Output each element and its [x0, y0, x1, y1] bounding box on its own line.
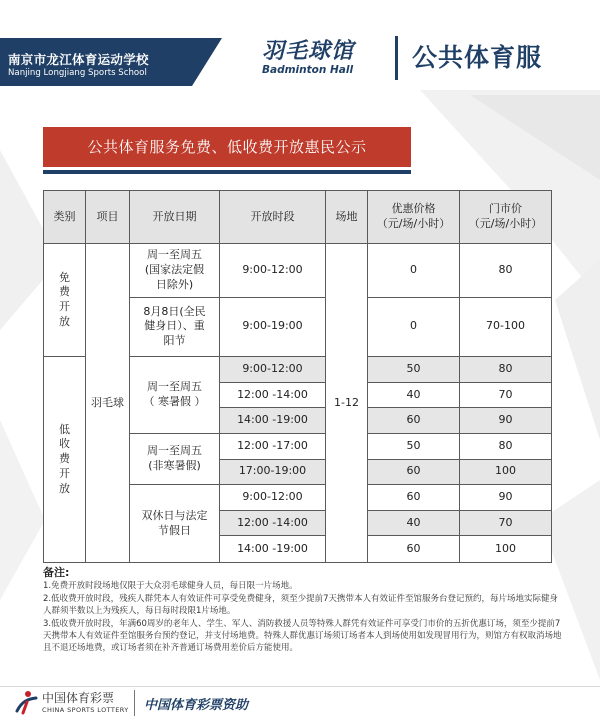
discount-cell: 50 [368, 433, 460, 459]
discount-cell: 60 [368, 408, 460, 434]
header-divider [395, 36, 398, 80]
table-header-row [44, 191, 552, 244]
notes-section [43, 567, 563, 655]
public-sports-title: 公共体育服 [412, 43, 543, 72]
time-cell: 14:00 -19:00 [220, 408, 326, 434]
discount-cell: 40 [368, 382, 460, 408]
school-name-zh: 南京市龙江体育运动学校 [8, 52, 149, 67]
date-weekday-regular: 周一至周五 (国家法定假 日除外) [130, 244, 220, 297]
lottery-name-en: CHINA SPORTS LOTTERY [42, 706, 129, 714]
regular-cell: 70-100 [460, 297, 552, 357]
header-regular: 门市价 （元/场/小时） [460, 191, 552, 244]
date-fitness-day: 8月8日(全民 健身日）、重 阳节 [130, 297, 220, 357]
sponsor-text: 中国体育彩票资助 [144, 698, 249, 713]
time-cell: 14:00 -19:00 [220, 536, 326, 563]
category-free: 免 费 开 放 [44, 244, 86, 357]
table-row [44, 244, 552, 297]
header-date: 开放日期 [130, 191, 220, 244]
date-weekday-vacation: 周一至周五 （ 寒暑假 ） [130, 357, 220, 434]
time-cell: 12:00 -17:00 [220, 433, 326, 459]
court-range: 1-12 [326, 244, 368, 563]
date-weekday-nonvacation: 周一至周五 (非寒暑假) [130, 433, 220, 484]
regular-cell: 70 [460, 510, 552, 536]
footer-rule [0, 686, 600, 687]
category-low-fee: 低 收 费 开 放 [44, 357, 86, 563]
discount-cell: 60 [368, 485, 460, 511]
header-time: 开放时段 [220, 191, 326, 244]
discount-cell: 60 [368, 459, 460, 485]
header-discount: 优惠价格 （元/场/小时） [368, 191, 460, 244]
discount-cell: 0 [368, 297, 460, 357]
banner-underline [43, 170, 411, 174]
notes-title: 备注: [43, 566, 70, 579]
regular-cell: 100 [460, 536, 552, 563]
footer-divider [134, 690, 135, 716]
pricing-table [43, 190, 552, 563]
time-cell: 9:00-12:00 [220, 357, 326, 383]
time-cell: 17:00-19:00 [220, 459, 326, 485]
header-court: 场地 [326, 191, 368, 244]
regular-cell: 80 [460, 433, 552, 459]
item-badminton: 羽毛球 [86, 244, 130, 563]
discount-cell: 60 [368, 536, 460, 563]
time-cell: 9:00-12:00 [220, 244, 326, 297]
note-item: 3.低收费开放时段，年满60周岁的老年人、学生、军人、消防救援人员等特殊人群凭有效证件可享受门市价的五折优惠订场，须至少提前7天携带本人有效证件至馆服务台预约登记，并支付场地费。特殊人群优惠订场须订场者本人到场使用如发现冒用行为，则馆方有权取消场地且不退还场地费，或订场者须在补齐普通订场费用差价后方能使用。 [43, 618, 562, 654]
regular-cell: 90 [460, 485, 552, 511]
regular-cell: 80 [460, 357, 552, 383]
lottery-logo-icon [14, 689, 38, 715]
discount-cell: 40 [368, 510, 460, 536]
hall-title-en: Badminton Hall [262, 64, 354, 76]
note-item: 2.低收费开放时段，残疾人群凭本人有效证件可享受免费健身，须至少提前7天携带本人有效证件至馆服务台登记预约，每片场地实际健身人群须半数以上为残疾人，每日每时段限1片场地。 [43, 593, 559, 617]
time-cell: 9:00-19:00 [220, 297, 326, 357]
regular-cell: 100 [460, 459, 552, 485]
lottery-name-zh: 中国体育彩票 [42, 691, 115, 705]
regular-cell: 90 [460, 408, 552, 434]
time-cell: 12:00 -14:00 [220, 510, 326, 536]
school-name-en: Nanjing Longjiang Sports School [8, 68, 147, 78]
time-cell: 9:00-12:00 [220, 485, 326, 511]
notice-banner: 公共体育服务免费、低收费开放惠民公示 [43, 127, 411, 167]
hall-title-zh: 羽毛球馆 [262, 39, 355, 64]
regular-cell: 80 [460, 244, 552, 297]
header-item: 项目 [86, 191, 130, 244]
date-weekend-holiday: 双休日与法定 节假日 [130, 485, 220, 563]
discount-cell: 0 [368, 244, 460, 297]
header-category: 类别 [44, 191, 86, 244]
regular-cell: 70 [460, 382, 552, 408]
discount-cell: 50 [368, 357, 460, 383]
time-cell: 12:00 -14:00 [220, 382, 326, 408]
note-item: 1.免费开放时段场地仅限于大众羽毛球健身人员，每日限一片场地。 [43, 581, 298, 592]
